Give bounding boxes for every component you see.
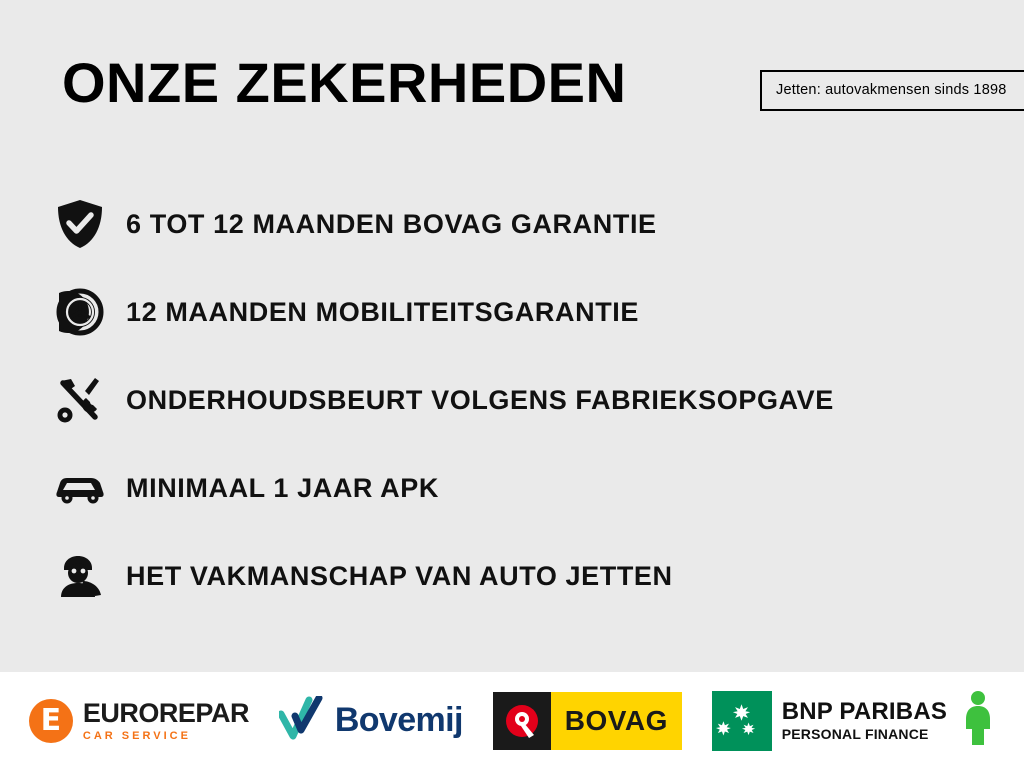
page-title: ONZE ZEKERHEDEN <box>62 51 627 114</box>
eurorepar-wordmark <box>82 697 249 742</box>
bnp-subtitle: PERSONAL FINANCE <box>781 726 929 743</box>
feature-label: 6 TOT 12 MAANDEN BOVAG GARANTIE <box>126 208 657 239</box>
mechanic-icon <box>52 548 108 604</box>
features-list <box>0 170 1024 672</box>
logo-eurorepar <box>29 689 249 753</box>
eurorepar-name: EUROREPAR <box>82 697 249 728</box>
header <box>0 0 1024 170</box>
feature-label: MINIMAAL 1 JAAR APK <box>126 472 439 503</box>
eurorepar-subtitle: CAR SERVICE <box>82 729 191 742</box>
logo-bnp-paribas <box>712 689 995 753</box>
feature-item-mobiliteit <box>52 268 1024 356</box>
shield-check-icon <box>52 196 108 252</box>
bnp-stars-icon <box>712 691 772 751</box>
car-icon <box>52 460 108 516</box>
tire-icon <box>52 284 108 340</box>
bovag-name: BOVAG <box>564 704 668 736</box>
tagline-box <box>760 70 1024 111</box>
feature-label: ONDERHOUDSBEURT VOLGENS FABRIEKSOPGAVE <box>126 384 834 415</box>
bnp-mascot-icon <box>961 689 995 752</box>
feature-item-garantie <box>52 180 1024 268</box>
bnp-wordmark <box>782 699 947 742</box>
bnp-name: BNP PARIBAS <box>781 698 948 726</box>
feature-label: 12 MAANDEN MOBILITEITSGARANTIE <box>126 296 640 327</box>
logo-bovag <box>493 692 682 750</box>
partner-logo-bar <box>0 672 1024 768</box>
feature-item-onderhoudsbeurt <box>52 356 1024 444</box>
bovemij-check-icon <box>279 696 325 745</box>
eurorepar-mark-icon <box>29 699 73 743</box>
tools-icon <box>52 372 108 428</box>
logo-bovemij <box>279 689 463 753</box>
feature-item-vakmanschap <box>52 532 1024 620</box>
feature-item-apk <box>52 444 1024 532</box>
tagline-text: Jetten: autovakmensen sinds 1898 <box>776 82 1007 98</box>
bovag-wordmark <box>551 692 682 750</box>
bovemij-name: Bovemij <box>334 701 463 739</box>
feature-label: HET VAKMANSCHAP VAN AUTO JETTEN <box>126 560 673 591</box>
bovag-mark-icon <box>493 692 551 750</box>
eurorepar-letter: E <box>40 703 62 738</box>
